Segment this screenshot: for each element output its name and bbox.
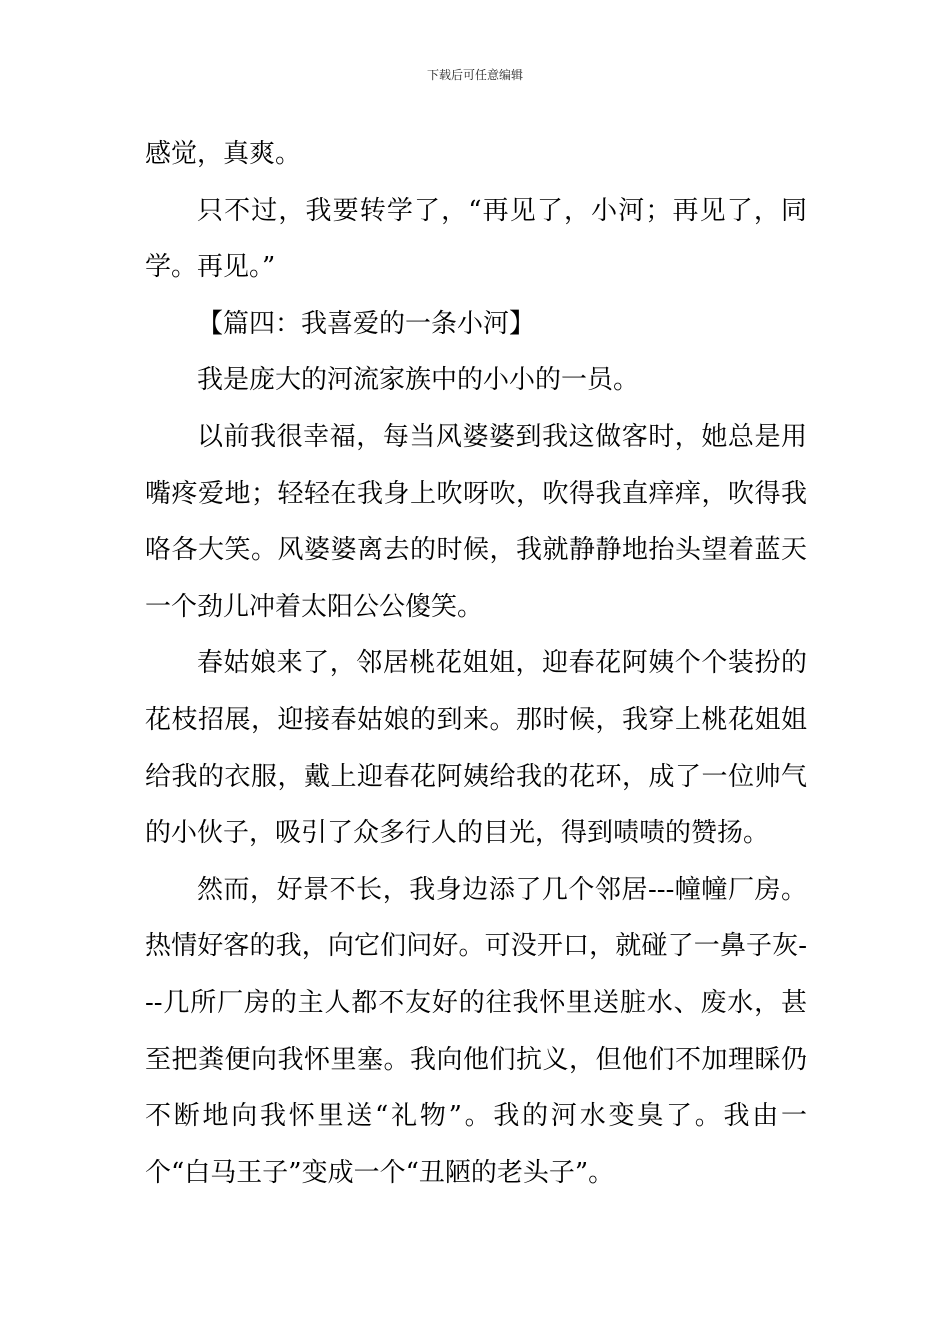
document-body — [145, 126, 807, 1201]
paragraph: 然而，好景不长，我身边添了几个邻居---幢幢厂房。热情好客的我，向它们问好。可没开口，就碰了一鼻子灰---几所厂房的主人都不友好的往我怀里送脏水、废水，甚至把粪便向我怀里塞。我向他们抗义，但他们不加理睬仍不断地向我怀里送“礼物”。我的河水变臭了。我由一个“白马王子”变成一个“丑陋的老头子”。 — [145, 874, 807, 1188]
paragraph: 春姑娘来了，邻居桃花姐姐，迎春花阿姨个个装扮的花枝招展，迎接春姑娘的到来。那时候，我穿上桃花姐姐给我的衣服，戴上迎春花阿姨给我的花环，成了一位帅气的小伙子，吸引了众多行人的目光，得到啧啧的赞扬。 — [145, 648, 807, 849]
section-heading: 【篇四：我喜爱的一条小河】 — [197, 308, 536, 339]
paragraph: 以前我很幸福，每当风婆婆到我这做客时，她总是用嘴疼爱地；轻轻在我身上吹呀吹，吹得我直痒痒，吹得我咯各大笑。风婆婆离去的时候，我就静静地抬头望着蓝天一个劲儿冲着太阳公公傻笑。 — [145, 421, 807, 622]
paragraph: 感觉，真爽。 — [145, 139, 302, 169]
page-header: 下载后可任意编辑 — [426, 68, 523, 82]
paragraph: 我是庞大的河流家族中的小小的一员。 — [197, 365, 640, 396]
paragraph: 只不过，我要转学了，“再见了，小河；再见了，同学。再见。” — [145, 195, 807, 283]
